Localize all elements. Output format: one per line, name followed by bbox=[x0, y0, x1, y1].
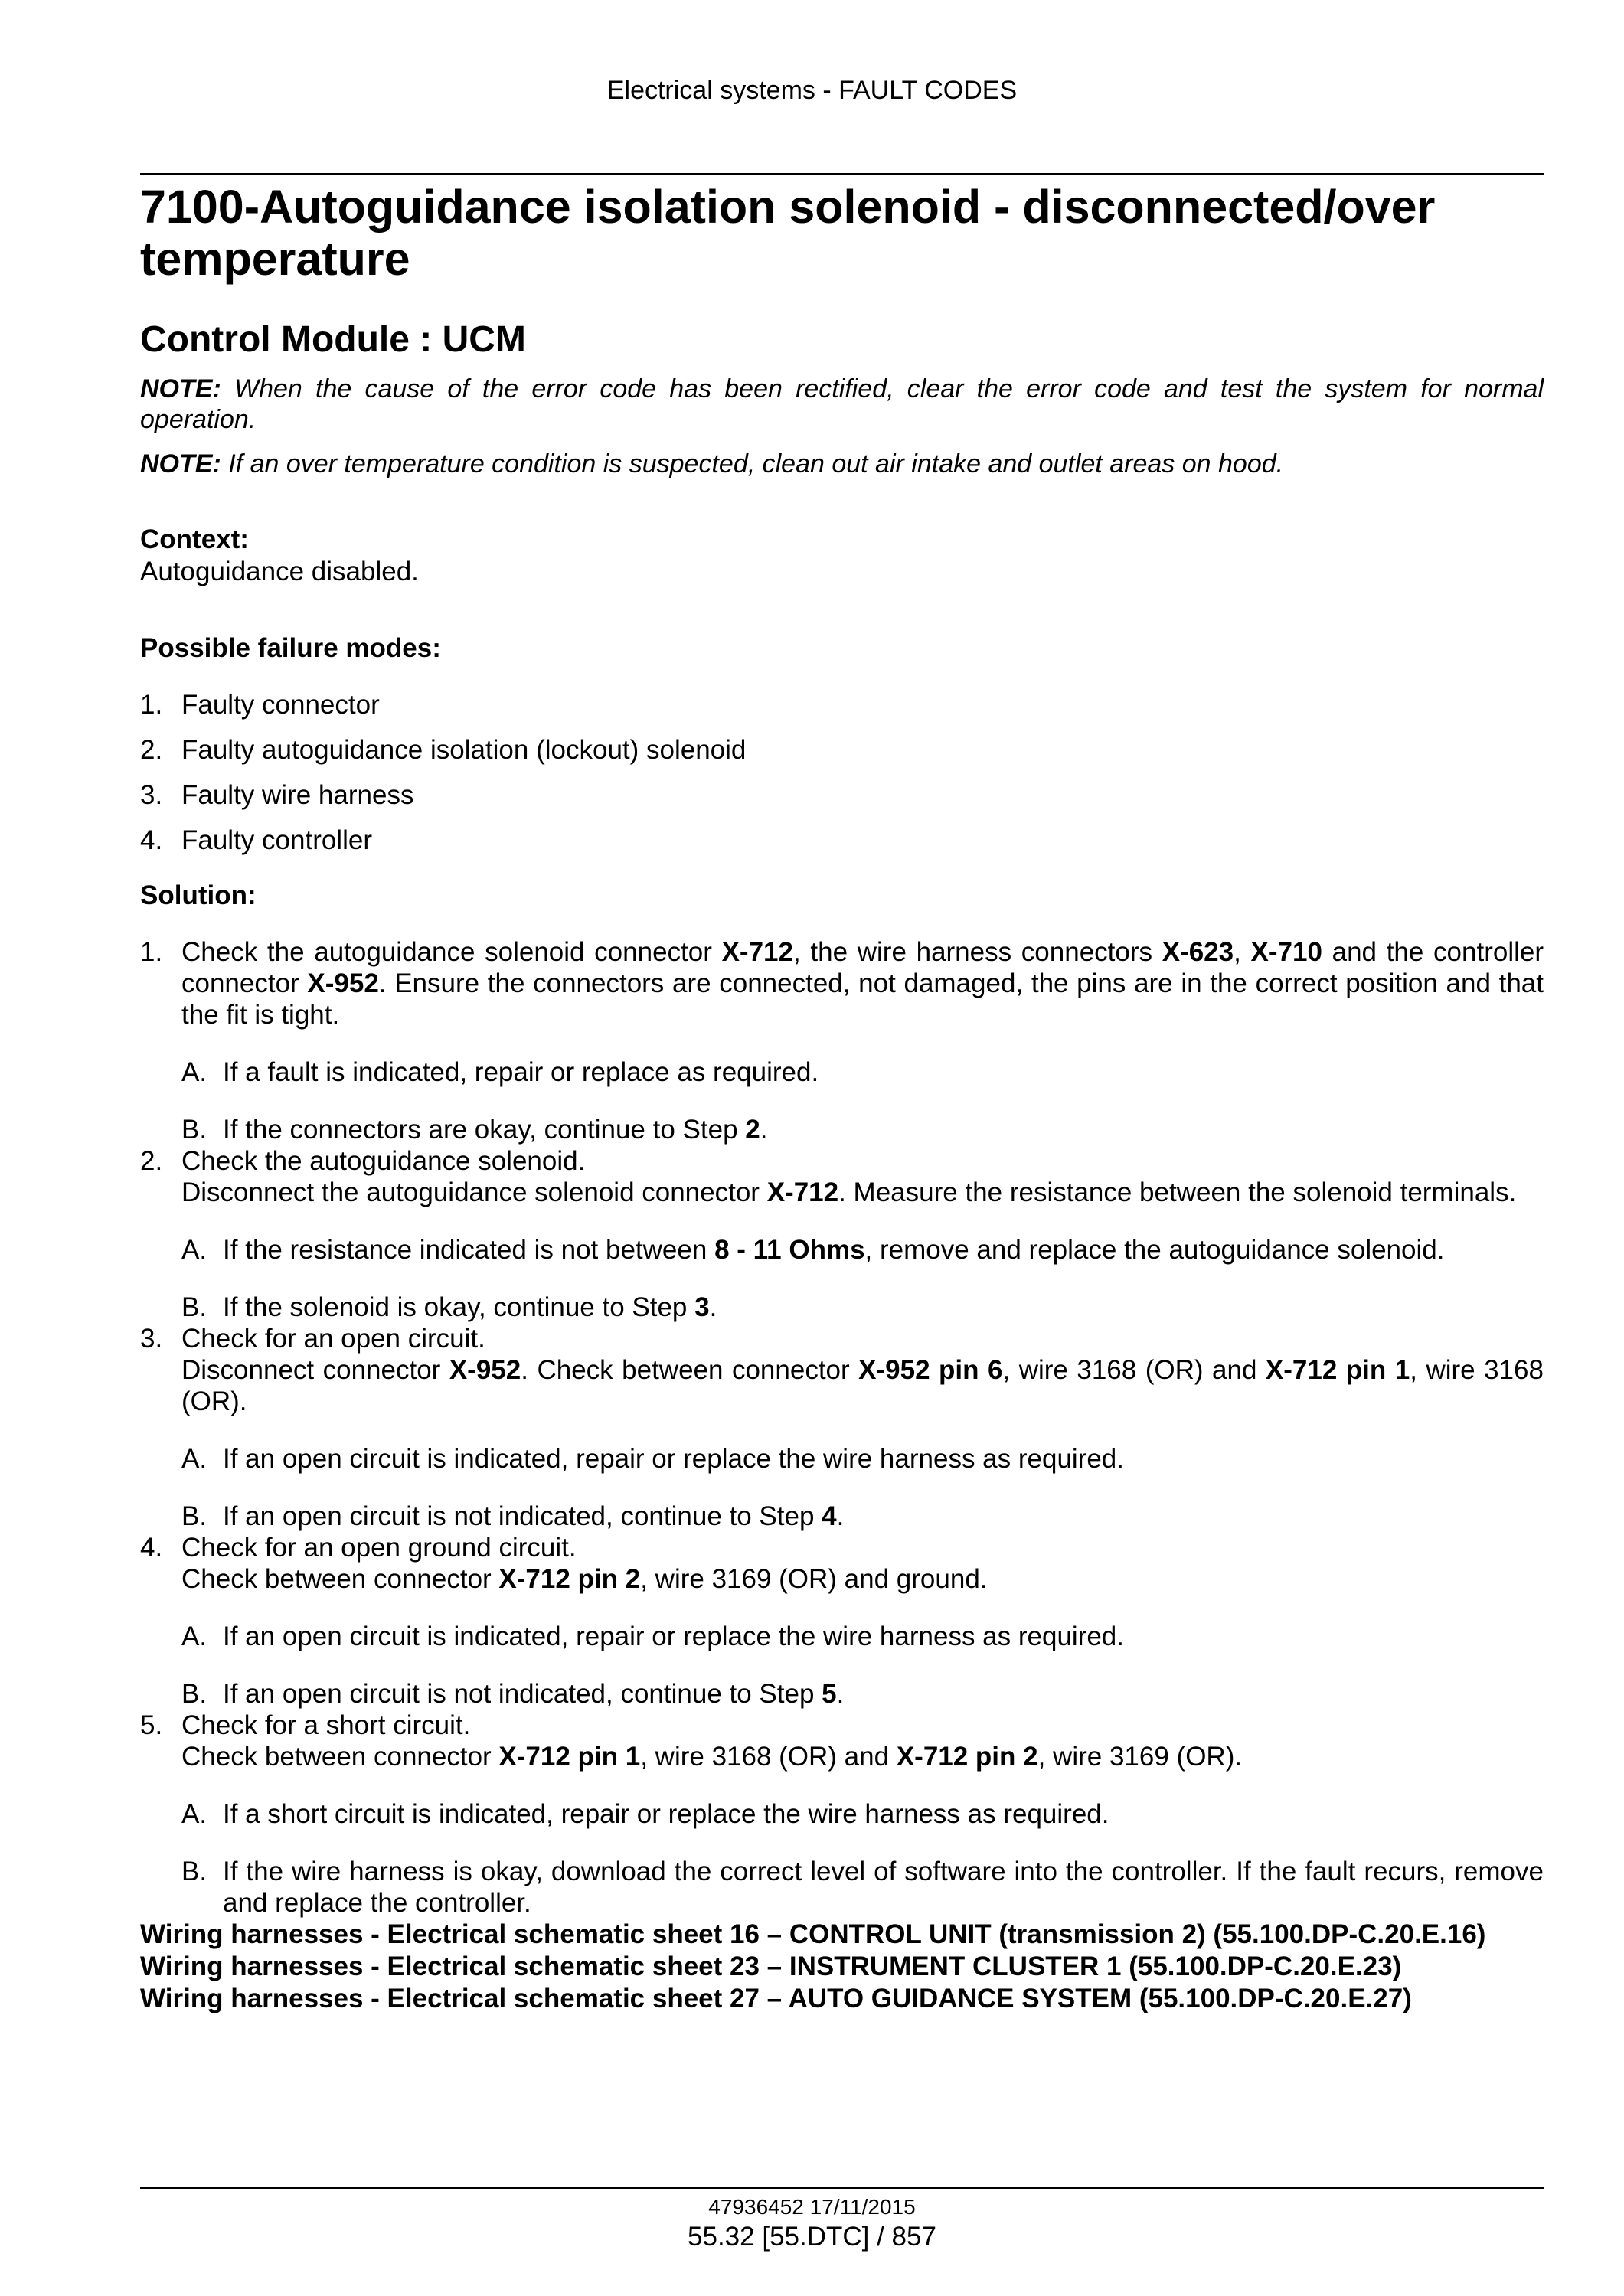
bold-text: X-712 pin 2 bbox=[498, 1564, 641, 1594]
reference-link[interactable]: Wiring harnesses - Electrical schematic sheet 16 – CONTROL UNIT (transmission 2) (55.100.DP-C.20.E.16) bbox=[140, 1919, 1486, 1949]
solution-step bbox=[140, 936, 1544, 1145]
text-run: , wire 3169 (OR) and ground. bbox=[640, 1564, 988, 1594]
sub-step-letter: B. bbox=[181, 1857, 207, 1886]
text-run: If an open circuit is indicated, repair or replace the wire harness as required. bbox=[223, 1622, 1124, 1651]
text-run: Check between connector bbox=[181, 1742, 499, 1772]
page-title: 7100-Autoguidance isolation solenoid - disconnected/over temperature bbox=[140, 181, 1436, 285]
step-text bbox=[181, 1532, 1544, 1595]
text-run: If an open circuit is not indicated, continue to Step bbox=[223, 1679, 822, 1709]
note-text: If an over temperature condition is suspected, clean out air intake and outlet areas on hood. bbox=[228, 449, 1284, 478]
text-run: . Ensure the connectors are connected, not damaged, the pins are in the correct position and that the fit is tight. bbox=[181, 968, 1544, 1030]
text-run: . bbox=[836, 1501, 845, 1531]
bold-text: X-712 pin 2 bbox=[896, 1742, 1038, 1772]
note-label: NOTE: bbox=[140, 374, 221, 403]
item-number: 1. bbox=[140, 690, 163, 720]
sub-step bbox=[181, 1292, 1544, 1323]
bold-text: X-952 pin 6 bbox=[858, 1355, 1003, 1385]
text-run: , bbox=[1234, 937, 1251, 967]
item-number: 2. bbox=[140, 735, 163, 765]
sub-step-letter: A. bbox=[181, 1622, 207, 1651]
sub-step bbox=[181, 1234, 1544, 1266]
sub-step-letter: B. bbox=[181, 1115, 207, 1145]
item-text: Faulty autoguidance isolation (lockout) solenoid bbox=[181, 735, 747, 765]
item-text: Faulty wire harness bbox=[181, 780, 414, 810]
text-run: . bbox=[709, 1292, 717, 1322]
note-label: NOTE: bbox=[140, 449, 221, 478]
header-divider bbox=[140, 173, 1544, 175]
sub-step bbox=[181, 1057, 1544, 1088]
text-run: Disconnect the autoguidance solenoid connector bbox=[181, 1177, 767, 1207]
list-item bbox=[140, 825, 1544, 857]
solution-step bbox=[140, 1323, 1544, 1532]
text-run: . bbox=[836, 1679, 845, 1709]
sub-step bbox=[181, 1114, 1544, 1145]
bold-text: X-710 bbox=[1250, 937, 1322, 967]
text-run: If the solenoid is okay, continue to Step bbox=[223, 1292, 695, 1322]
text-run: Check the autoguidance solenoid connector bbox=[181, 937, 722, 967]
step-number: 5. bbox=[140, 1710, 163, 1740]
bold-text: X-623 bbox=[1162, 937, 1234, 967]
sub-step-text bbox=[223, 1443, 1544, 1475]
list-item bbox=[140, 689, 1544, 721]
sub-step-text bbox=[223, 1678, 1544, 1710]
references bbox=[140, 1919, 1544, 2015]
bold-text: 3 bbox=[694, 1292, 710, 1322]
sub-step-text bbox=[223, 1501, 1544, 1532]
sub-step-text bbox=[223, 1114, 1544, 1145]
context-label: Context: bbox=[140, 524, 249, 554]
sub-step-text bbox=[223, 1621, 1544, 1652]
solution-step bbox=[140, 1532, 1544, 1710]
sub-step bbox=[181, 1678, 1544, 1710]
bold-text: 5 bbox=[822, 1679, 837, 1709]
bold-text: X-712 bbox=[766, 1177, 839, 1207]
reference-link[interactable]: Wiring harnesses - Electrical schematic sheet 27 – AUTO GUIDANCE SYSTEM (55.100.DP-C.20.E.27) bbox=[140, 1984, 1412, 2013]
step-number: 2. bbox=[140, 1146, 163, 1176]
text-run: If an open circuit is not indicated, continue to Step bbox=[223, 1501, 822, 1531]
text-run: and the controller connector bbox=[181, 937, 1544, 998]
page-header: Electrical systems - FAULT CODES bbox=[606, 76, 1018, 105]
text-run: Check for an open circuit. bbox=[181, 1324, 485, 1354]
solution-steps bbox=[140, 936, 1544, 1919]
text-run: Disconnect connector bbox=[181, 1355, 449, 1385]
item-text: Faulty connector bbox=[181, 690, 380, 720]
sub-step-letter: B. bbox=[181, 1679, 207, 1709]
sub-step-letter: A. bbox=[181, 1057, 207, 1087]
step-body bbox=[181, 1145, 1544, 1323]
text-run: If the connectors are okay, continue to Step bbox=[223, 1115, 746, 1145]
list-item bbox=[140, 779, 1544, 812]
sub-step bbox=[181, 1621, 1544, 1652]
step-body bbox=[181, 1710, 1544, 1919]
step-number: 1. bbox=[140, 937, 163, 967]
text-run: Check between connector bbox=[181, 1564, 499, 1594]
context-text: Autoguidance disabled. bbox=[140, 557, 419, 586]
text-run: . Check between connector bbox=[521, 1355, 859, 1385]
solution-label: Solution: bbox=[140, 880, 257, 910]
text-run: If a short circuit is indicated, repair or replace the wire harness as required. bbox=[223, 1799, 1109, 1829]
text-run: . bbox=[760, 1115, 768, 1145]
footer-divider bbox=[140, 2187, 1544, 2189]
step-body bbox=[181, 936, 1544, 1145]
text-run: If a fault is indicated, repair or replace as required. bbox=[223, 1057, 819, 1087]
sub-step-letter: A. bbox=[181, 1235, 207, 1265]
step-text bbox=[181, 1323, 1544, 1417]
sub-step-text bbox=[223, 1057, 1544, 1088]
item-number: 4. bbox=[140, 825, 163, 855]
bold-text: 4 bbox=[822, 1501, 837, 1531]
step-body bbox=[181, 1323, 1544, 1532]
text-run: If the resistance indicated is not between bbox=[223, 1235, 715, 1265]
text-run: Check for an open ground circuit. bbox=[181, 1533, 577, 1563]
control-module-heading: Control Module : UCM bbox=[140, 319, 526, 360]
sub-step-text bbox=[223, 1798, 1544, 1830]
bold-text: X-952 bbox=[307, 968, 379, 998]
step-number: 3. bbox=[140, 1324, 163, 1354]
bold-text: 2 bbox=[745, 1115, 760, 1145]
sub-step-letter: A. bbox=[181, 1444, 207, 1474]
sub-step-text bbox=[223, 1234, 1544, 1266]
text-run: If an open circuit is indicated, repair or replace the wire harness as required. bbox=[223, 1444, 1124, 1474]
text-run: , wire 3169 (OR). bbox=[1037, 1742, 1243, 1772]
footer-page-number: 55.32 [55.DTC] / 857 bbox=[688, 2222, 936, 2252]
sub-step bbox=[181, 1856, 1544, 1919]
sub-step-text bbox=[223, 1292, 1544, 1323]
bold-text: 8 - 11 Ohms bbox=[714, 1235, 865, 1265]
bold-text: X-952 bbox=[449, 1355, 521, 1385]
text-run: , wire 3168 (OR). bbox=[181, 1355, 1544, 1416]
sub-step bbox=[181, 1443, 1544, 1475]
note-2 bbox=[140, 449, 1544, 479]
bold-text: X-712 pin 1 bbox=[498, 1742, 641, 1772]
text-run: If the wire harness is okay, download the correct level of software into the controller. If the fault recurs, remove and replace the controller. bbox=[223, 1857, 1544, 1918]
step-text bbox=[181, 936, 1544, 1030]
step-text bbox=[181, 1710, 1544, 1772]
sub-step-letter: A. bbox=[181, 1799, 207, 1829]
failure-modes-list bbox=[140, 689, 1544, 857]
sub-step-letter: B. bbox=[181, 1292, 207, 1322]
list-item bbox=[140, 734, 1544, 766]
sub-step-letter: B. bbox=[181, 1501, 207, 1531]
text-run: Check for a short circuit. bbox=[181, 1710, 471, 1740]
step-body bbox=[181, 1532, 1544, 1710]
text-run: , remove and replace the autoguidance solenoid. bbox=[864, 1235, 1445, 1265]
bold-text: X-712 pin 1 bbox=[1265, 1355, 1410, 1385]
sub-step bbox=[181, 1501, 1544, 1532]
text-run: , the wire harness connectors bbox=[792, 937, 1162, 967]
item-text: Faulty controller bbox=[181, 825, 372, 855]
step-text bbox=[181, 1145, 1544, 1208]
bold-text: X-712 bbox=[721, 937, 793, 967]
text-run: , wire 3168 (OR) and bbox=[1002, 1355, 1266, 1385]
note-1 bbox=[140, 374, 1544, 435]
footer-doc-id: 47936452 17/11/2015 bbox=[708, 2195, 916, 2219]
solution-step bbox=[140, 1145, 1544, 1323]
reference-link[interactable]: Wiring harnesses - Electrical schematic sheet 23 – INSTRUMENT CLUSTER 1 (55.100.DP-C.20.E.23) bbox=[140, 1951, 1402, 1981]
text-run: , wire 3168 (OR) and bbox=[640, 1742, 897, 1772]
text-run: Check the autoguidance solenoid. bbox=[181, 1146, 586, 1176]
failure-modes-label: Possible failure modes: bbox=[140, 633, 441, 663]
sub-step-text bbox=[223, 1856, 1544, 1919]
sub-step bbox=[181, 1798, 1544, 1830]
main-content bbox=[140, 178, 1544, 2015]
item-number: 3. bbox=[140, 780, 163, 810]
note-text: When the cause of the error code has been rectified, clear the error code and test the system for normal operation. bbox=[140, 374, 1544, 434]
step-number: 4. bbox=[140, 1533, 163, 1563]
solution-step bbox=[140, 1710, 1544, 1919]
text-run: . Measure the resistance between the solenoid terminals. bbox=[838, 1177, 1517, 1207]
